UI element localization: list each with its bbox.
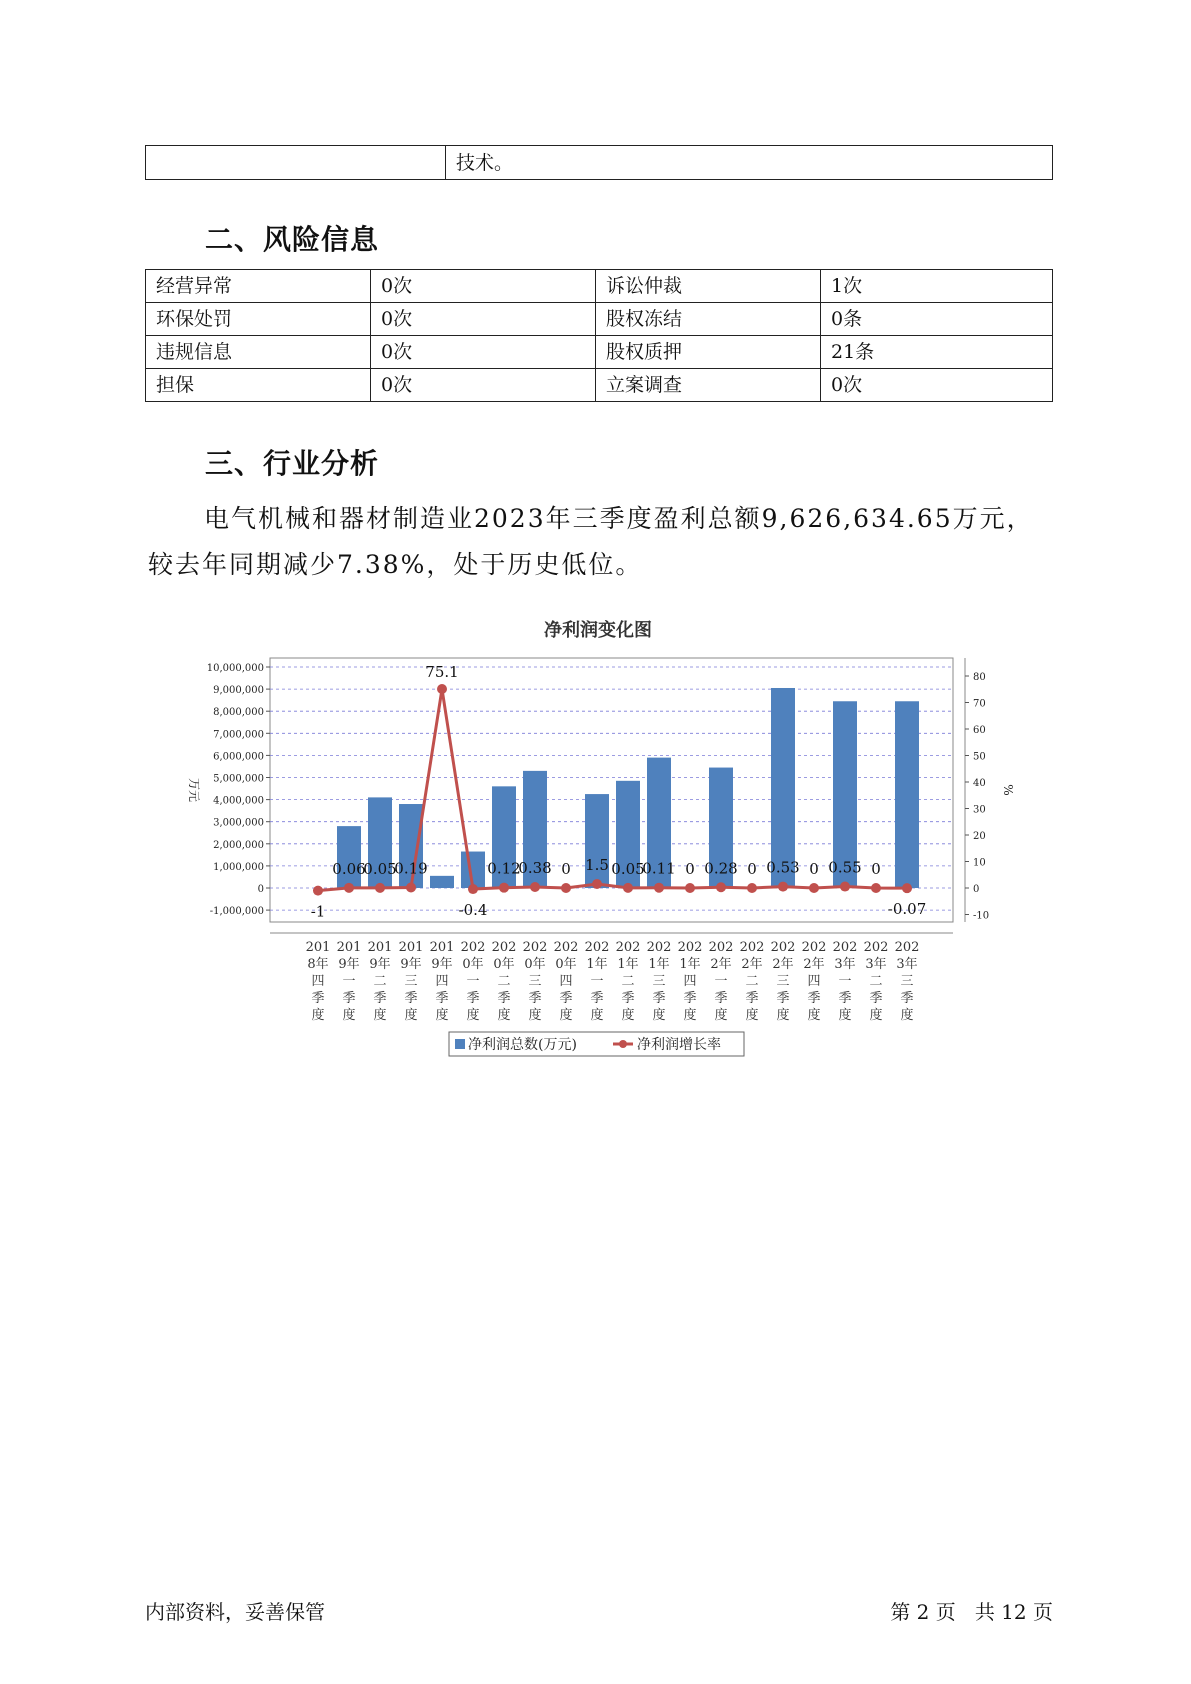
x-axis-category-label: 201: [336, 940, 362, 955]
growth-rate-point: [902, 883, 912, 893]
x-axis-category-label: 度: [807, 1008, 821, 1023]
x-axis-category-label: 1年: [586, 957, 608, 972]
x-axis-category-label: 三: [652, 974, 666, 989]
x-axis-category-label: 202: [460, 940, 486, 955]
growth-rate-data-label: 0.38: [518, 858, 552, 877]
growth-rate-point: [871, 883, 881, 893]
x-axis-category-label: 度: [869, 1008, 883, 1023]
x-axis-category-label: 0年: [524, 957, 546, 972]
x-axis-category-label: 202: [894, 940, 920, 955]
growth-rate-data-label: 0.55: [828, 858, 862, 877]
x-axis-category-label: 3年: [896, 957, 918, 972]
bar: [895, 701, 919, 888]
section-heading-industry: 三、行业分析: [205, 447, 380, 480]
x-axis-category-label: 一: [714, 974, 728, 989]
x-axis-category-label: 1年: [648, 957, 670, 972]
risk-value-cell: 21条: [821, 336, 1053, 369]
x-axis-category-label: 2年: [741, 957, 763, 972]
x-axis-category-label: 0年: [493, 957, 515, 972]
growth-rate-data-label: 0.05: [363, 859, 397, 878]
bar: [430, 876, 454, 888]
x-axis-category-label: 度: [776, 1008, 790, 1023]
growth-rate-point: [840, 882, 850, 892]
industry-paragraph-text: 电气机械和器材制造业2023年三季度盈利总额9,626,634.65万元，较去年同期减少7.38%，处于历史低位。: [148, 504, 1034, 579]
x-axis-category-label: 季: [652, 991, 666, 1006]
left-axis-tick-label: 9,000,000: [213, 685, 264, 697]
x-axis-category-label: 202: [646, 940, 672, 955]
y-axis-label: 万元: [187, 777, 201, 803]
x-axis-category-label: 季: [683, 991, 697, 1006]
growth-rate-data-label: -0.07: [887, 900, 927, 919]
growth-rate-data-label: 0: [561, 860, 571, 878]
right-axis-tick-label: 80: [973, 672, 986, 683]
growth-rate-point: [344, 883, 354, 893]
x-axis-category-label: 季: [900, 991, 914, 1006]
growth-rate-data-label: 0.06: [332, 859, 366, 878]
x-axis-category-label: 202: [584, 940, 610, 955]
x-axis-category-label: 0年: [462, 957, 484, 972]
risk-value-cell: 0次: [371, 336, 596, 369]
right-axis-tick-label: 40: [973, 778, 986, 789]
risk-label-cell: 经营异常: [146, 270, 371, 303]
x-axis-category-label: 三: [776, 974, 790, 989]
x-axis-category-label: 二: [621, 974, 635, 989]
x-axis-category-label: 202: [615, 940, 641, 955]
x-axis-category-label: 一: [342, 974, 356, 989]
footer-confidential: 内部资料，妥善保管: [145, 1600, 325, 1624]
x-axis-category-label: 季: [528, 991, 542, 1006]
x-axis-category-label: 季: [776, 991, 790, 1006]
x-axis-category-label: 四: [683, 974, 697, 989]
growth-rate-point: [468, 884, 478, 894]
x-axis-category-label: 3年: [865, 957, 887, 972]
x-axis-category-label: 三: [900, 974, 914, 989]
x-axis-category-label: 202: [677, 940, 703, 955]
growth-rate-data-label: -0.4: [458, 901, 488, 920]
legend-swatch-point: [619, 1040, 627, 1048]
x-axis-category-label: 9年: [400, 957, 422, 972]
x-axis-category-label: 3年: [834, 957, 856, 972]
x-axis-category-label: 季: [342, 991, 356, 1006]
growth-rate-data-label: 0.12: [487, 859, 521, 878]
x-axis-category-label: 度: [838, 1008, 852, 1023]
left-axis-tick-label: 10,000,000: [206, 663, 264, 674]
x-axis-category-label: 9年: [431, 957, 453, 972]
x-axis-category-label: 度: [497, 1008, 511, 1023]
growth-rate-data-label: 0.19: [394, 859, 428, 878]
growth-rate-data-label: -1: [310, 902, 326, 921]
bar: [337, 826, 361, 888]
x-axis-category-label: 三: [528, 974, 542, 989]
risk-value-cell: 0条: [821, 303, 1053, 336]
growth-rate-data-label: 0: [685, 860, 695, 878]
x-axis-category-label: 季: [466, 991, 480, 1006]
growth-rate-point: [406, 882, 416, 892]
risk-label-cell: 担保: [146, 369, 371, 402]
left-axis-tick-label: 0: [257, 884, 264, 895]
x-axis-category-label: 1年: [679, 957, 701, 972]
x-axis-category-label: 季: [373, 991, 387, 1006]
x-axis-category-label: 201: [367, 940, 393, 955]
section-heading-risk: 二、风险信息: [205, 223, 380, 256]
x-axis-category-label: 季: [590, 991, 604, 1006]
growth-rate-point: [592, 879, 602, 889]
x-axis-category-label: 四: [435, 974, 449, 989]
x-axis-category-label: 202: [491, 940, 517, 955]
x-axis-category-label: 一: [590, 974, 604, 989]
risk-value-cell: 0次: [371, 270, 596, 303]
growth-rate-point: [778, 882, 788, 892]
x-axis-category-label: 季: [807, 991, 821, 1006]
footer-page-number: 第 2 页 共 12 页: [890, 1600, 1053, 1624]
right-axis-tick-label: 10: [973, 857, 986, 869]
x-axis-category-label: 2年: [803, 957, 825, 972]
x-axis-category-label: 度: [590, 1008, 604, 1023]
right-axis-tick-label: 0: [973, 884, 980, 895]
risk-value-cell: 0次: [371, 303, 596, 336]
x-axis-category-label: 202: [708, 940, 734, 955]
x-axis-category-label: 度: [714, 1008, 728, 1023]
x-axis-category-label: 度: [466, 1008, 480, 1023]
x-axis-category-label: 三: [404, 974, 418, 989]
growth-rate-point: [747, 883, 757, 893]
growth-rate-point: [530, 882, 540, 892]
x-axis-category-label: 一: [466, 974, 480, 989]
growth-rate-data-label: 1.5: [585, 856, 609, 875]
risk-value-cell: 0次: [371, 369, 596, 402]
legend-swatch-bar: [455, 1039, 465, 1049]
left-axis-tick-label: 8,000,000: [213, 707, 264, 719]
risk-label-cell: 立案调查: [596, 369, 821, 402]
x-axis-category-label: 季: [745, 991, 759, 1006]
x-axis-category-label: 202: [832, 940, 858, 955]
growth-rate-point: [685, 883, 695, 893]
x-axis-category-label: 度: [435, 1008, 449, 1023]
x-axis-category-label: 1年: [617, 957, 639, 972]
growth-rate-data-label: 0: [809, 860, 819, 878]
x-axis-category-label: 一: [838, 974, 852, 989]
right-axis-tick-label: 50: [973, 751, 986, 763]
risk-value-cell: 0次: [821, 369, 1053, 402]
right-axis-tick-label: 60: [973, 725, 986, 736]
x-axis-category-label: 9年: [338, 957, 360, 972]
x-axis-category-label: 度: [404, 1008, 418, 1023]
x-axis-category-label: 9年: [369, 957, 391, 972]
x-axis-category-label: 二: [869, 974, 883, 989]
growth-rate-point: [499, 883, 509, 893]
right-axis-tick-label: 30: [973, 804, 986, 816]
table-cell: 技术。: [446, 146, 1053, 180]
left-axis-tick-label: 2,000,000: [213, 839, 264, 851]
right-axis-tick-label: 70: [973, 698, 986, 710]
risk-label-cell: 诉讼仲裁: [596, 270, 821, 303]
x-axis-category-label: 季: [311, 991, 325, 1006]
x-axis-category-label: 度: [528, 1008, 542, 1023]
x-axis-category-label: 2年: [710, 957, 732, 972]
x-axis-category-label: 202: [801, 940, 827, 955]
risk-label-cell: 股权质押: [596, 336, 821, 369]
growth-rate-data-label: 75.1: [425, 662, 459, 681]
growth-rate-point: [716, 882, 726, 892]
x-axis-category-label: 四: [807, 974, 821, 989]
left-axis-tick-label: 1,000,000: [213, 861, 264, 873]
legend-label-line: 净利润增长率: [637, 1037, 721, 1053]
left-axis-tick-label: -1,000,000: [209, 906, 264, 918]
growth-rate-data-label: 0.11: [642, 859, 676, 878]
x-axis-category-label: 202: [863, 940, 889, 955]
x-axis-category-label: 度: [342, 1008, 356, 1023]
risk-label-cell: 股权冻结: [596, 303, 821, 336]
risk-value-cell: 1次: [821, 270, 1053, 303]
y2-axis-label: %: [1001, 784, 1015, 796]
x-axis-category-label: 度: [559, 1008, 573, 1023]
left-axis-tick-label: 4,000,000: [213, 795, 264, 807]
x-axis-category-label: 度: [311, 1008, 325, 1023]
growth-rate-point: [654, 883, 664, 893]
x-axis-category-label: 季: [435, 991, 449, 1006]
x-axis-category-label: 度: [683, 1008, 697, 1023]
x-axis-category-label: 度: [652, 1008, 666, 1023]
x-axis-category-label: 201: [398, 940, 424, 955]
x-axis-category-label: 四: [311, 974, 325, 989]
x-axis-category-label: 202: [739, 940, 765, 955]
x-axis-category-label: 季: [559, 991, 573, 1006]
risk-label-cell: 违规信息: [146, 336, 371, 369]
x-axis-category-label: 二: [373, 974, 387, 989]
left-axis-tick-label: 3,000,000: [213, 817, 264, 829]
risk-label-cell: 环保处罚: [146, 303, 371, 336]
x-axis-category-label: 0年: [555, 957, 577, 972]
x-axis-category-label: 二: [497, 974, 511, 989]
chart-title: 净利润变化图: [544, 620, 652, 641]
growth-rate-data-label: 0.05: [611, 859, 645, 878]
x-axis-category-label: 202: [553, 940, 579, 955]
x-axis-category-label: 四: [559, 974, 573, 989]
x-axis-category-label: 季: [404, 991, 418, 1006]
growth-rate-point: [313, 886, 323, 896]
right-axis-tick-label: 20: [973, 831, 986, 842]
growth-rate-point: [809, 883, 819, 893]
growth-rate-point: [561, 883, 571, 893]
legend-label-bar: 净利润总数(万元): [468, 1037, 577, 1053]
left-axis-tick-label: 5,000,000: [213, 773, 264, 785]
x-axis-category-label: 2年: [772, 957, 794, 972]
left-axis-tick-label: 7,000,000: [213, 729, 264, 741]
growth-rate-data-label: 0.53: [766, 858, 800, 877]
x-axis-category-label: 季: [838, 991, 852, 1006]
x-axis-category-label: 202: [522, 940, 548, 955]
x-axis-category-label: 度: [621, 1008, 635, 1023]
x-axis-category-label: 季: [869, 991, 883, 1006]
x-axis-category-label: 201: [305, 940, 331, 955]
growth-rate-data-label: 0: [871, 860, 881, 878]
x-axis-category-label: 度: [900, 1008, 914, 1023]
growth-rate-data-label: 0: [747, 860, 757, 878]
growth-rate-data-label: 0.28: [704, 859, 738, 878]
x-axis-category-label: 201: [429, 940, 455, 955]
x-axis-category-label: 季: [497, 991, 511, 1006]
x-axis-category-label: 8年: [307, 957, 329, 972]
x-axis-category-label: 二: [745, 974, 759, 989]
x-axis-category-label: 季: [714, 991, 728, 1006]
growth-rate-point: [623, 883, 633, 893]
left-axis-tick-label: 6,000,000: [213, 751, 264, 763]
growth-rate-point: [437, 684, 447, 694]
x-axis-category-label: 202: [770, 940, 796, 955]
x-axis-category-label: 季: [621, 991, 635, 1006]
x-axis-category-label: 度: [745, 1008, 759, 1023]
growth-rate-point: [375, 883, 385, 893]
right-axis-tick-label: -10: [973, 910, 990, 922]
x-axis-category-label: 度: [373, 1008, 387, 1023]
